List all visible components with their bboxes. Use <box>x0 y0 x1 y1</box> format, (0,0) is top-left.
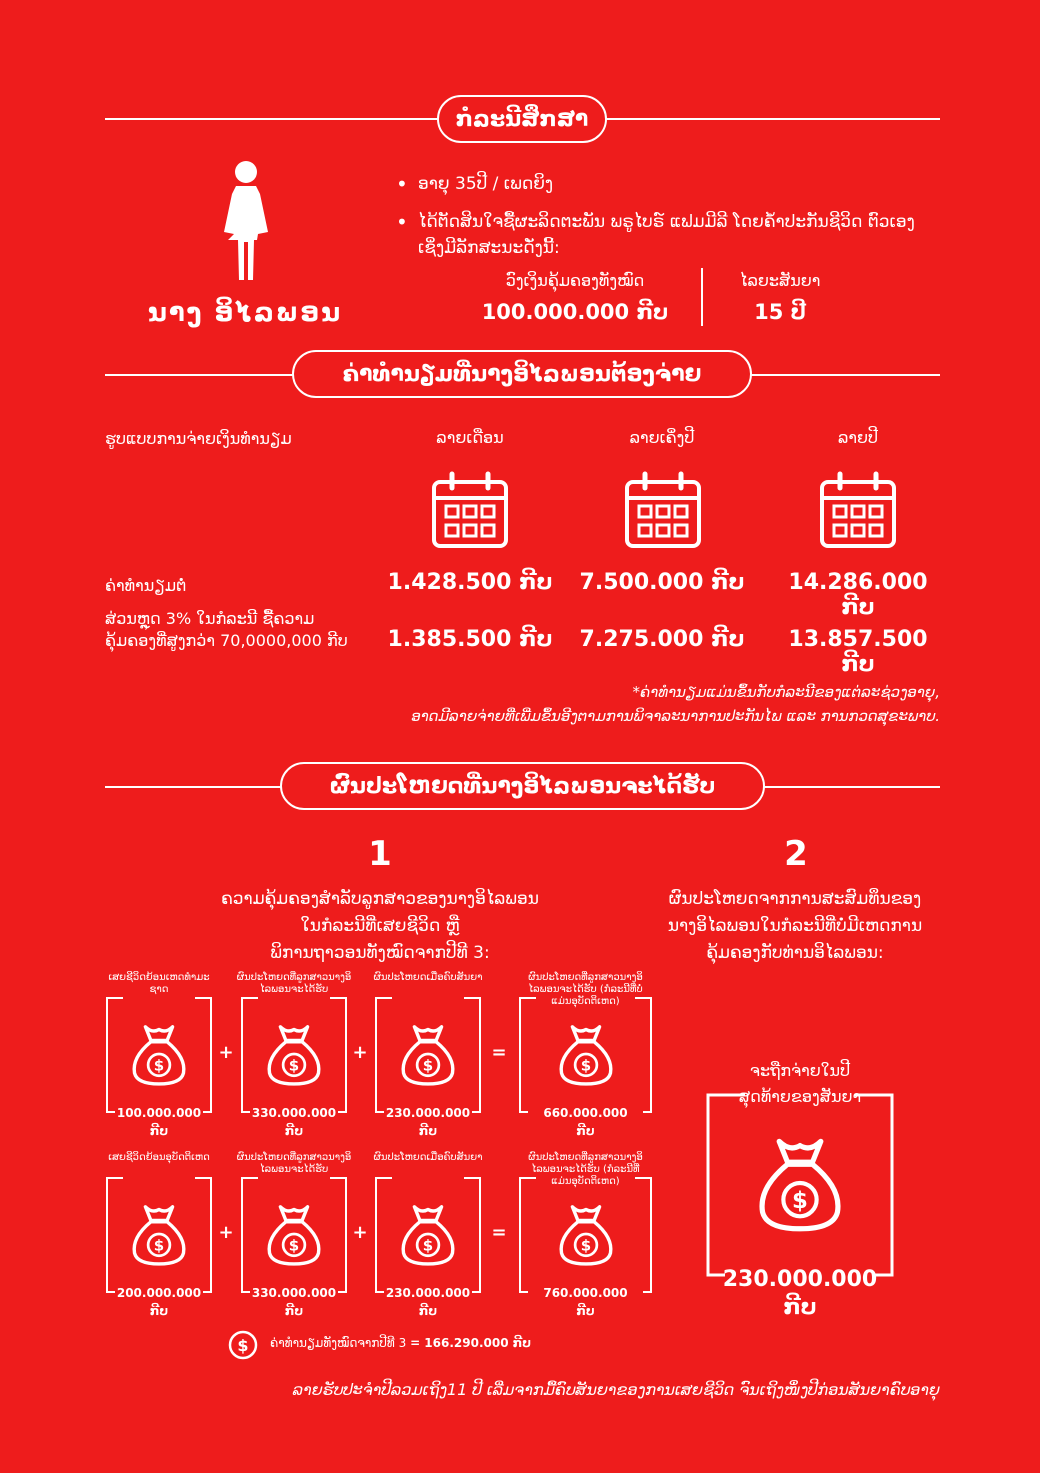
benefit-box-unit: ກີບ <box>284 1124 304 1138</box>
note-line2: ອາດມີລາຍຈ່າຍທີ່ເພີ່ມຂຶ້ນອີງຕາມການພິຈາລະນາການປະກັນໄພ ແລະ ການກວດສຸຂະພາບ. <box>411 707 940 725</box>
benefit-box-value <box>373 1284 483 1320</box>
discount-annual: 13.857.500 ກີບ <box>788 627 928 677</box>
benefit-box-unit: ກີບ <box>149 1124 169 1138</box>
calendar-icon <box>818 470 898 550</box>
payout-caption-line2: ສຸດທ້າຍຂອງສັນຍາ <box>738 1087 862 1106</box>
section-title-benefits: ຜົນປະໂຫຍດທີ່ນາງອິໄລພອນຈະໄດ້ຮັບ <box>280 762 765 810</box>
benefit-box-caption: ຜົນປະໂຫຍດທີ່ລູກສາວນາງອິໄລພອນຈະໄດ້ຮັບ (ກໍລະນີທີ່ແມ່ນອຸບັດຕິເຫດ) <box>528 1152 643 1187</box>
benefit-box-unit: ກີບ <box>418 1304 438 1318</box>
payout-amount: 230.000.000 <box>722 1267 878 1292</box>
coverage-value: 100.000.000 ກີບ <box>481 300 669 324</box>
payment-mode-label: ຮູບແບບການຈ່າຍເງິນທໍານຽມ <box>105 429 292 448</box>
benefit-box-amount: 230.000.000 <box>385 1106 471 1120</box>
money-bag-icon <box>125 1198 193 1270</box>
benefit-box-caption: ຜົນປະໂຫຍດເມື່ອຄົບສັນຍາ <box>373 1152 483 1163</box>
bullet-age: • ອາຍຸ 35ປີ / ເພດຍິງ <box>418 171 553 197</box>
money-bag-icon <box>552 1018 620 1090</box>
benefit-box-unit: ກີບ <box>418 1124 438 1138</box>
dollar-coin-icon <box>228 1330 258 1360</box>
mode-annual: ລາຍປີ <box>837 428 878 447</box>
discount-monthly: 1.385.500 ກີບ <box>387 627 553 652</box>
benefit-box-amount: 760.000.000 <box>543 1286 628 1300</box>
benefit-box-unit: ກີບ <box>576 1124 595 1138</box>
customer-name: ນາງ ອິໄລພອນ <box>147 298 343 328</box>
profile-divider <box>701 268 703 326</box>
benefit-1-description <box>180 886 580 967</box>
benefit-box-amount: 330.000.000 <box>251 1106 337 1120</box>
money-bag-icon <box>394 1198 462 1270</box>
premium-row-label: ຄ່າທໍານຽມຕໍ່ <box>105 576 187 595</box>
benefit-box-value <box>104 1284 214 1320</box>
benefit-box-value <box>373 1104 483 1140</box>
money-bag-icon <box>260 1018 328 1090</box>
term-value: 15 ປີ <box>754 300 806 324</box>
discount-label-line2: ຄຸ້ມຄອງທີ່ສູງກວ່າ 70,0000,000 ກີບ <box>105 631 348 650</box>
benefit-box-caption: ເສຍຊີວິດຍ້ອນອຸບັດຕິເຫດ <box>108 1152 210 1163</box>
benefit-box-value <box>239 1284 349 1320</box>
premium-waiver-value: = 166.290.000 ກີບ <box>410 1336 531 1350</box>
plus-sign: + <box>218 1042 234 1063</box>
money-bag-icon <box>125 1018 193 1090</box>
desc1-line2: ໃນກໍລະນີທີ່ເສຍຊີວິດ ຫຼື <box>300 916 460 936</box>
bullet-product-line1: ໄດ້ຕັດສິນໃຈຊື້ຜະລິດຕະພັນ ພຣູໄບຣ໌ ແຟມມີລີ ໂດຍຄໍ້າປະກັນຊີວິດ ຕົວເອງ <box>418 212 915 232</box>
payout-caption-line1: ຈະຖືກຈ່າຍໃນປີ <box>749 1061 851 1080</box>
money-bag-icon <box>552 1198 620 1270</box>
benefit-box-amount: 100.000.000 <box>116 1106 202 1120</box>
benefit-box-value <box>531 1104 641 1140</box>
benefit-box-caption: ຜົນປະໂຫຍດທີ່ລູກສາວນາງອິໄລພອນຈະໄດ້ຮັບ <box>236 1152 352 1175</box>
benefit-box-value <box>239 1104 349 1140</box>
benefit-box-unit: ກີບ <box>576 1304 595 1318</box>
equals-sign: = <box>491 1222 507 1243</box>
money-bag-icon <box>260 1198 328 1270</box>
equals-sign: = <box>491 1042 507 1063</box>
payout-value <box>700 1266 900 1322</box>
term-label: ໄລຍະສັນຍາ <box>739 271 821 290</box>
money-bag-icon <box>748 1128 852 1238</box>
bullet-product <box>418 209 958 261</box>
benefit-number-2: 2 <box>784 834 808 874</box>
benefit-box-caption: ຜົນປະໂຫຍດທີ່ລູກສາວນາງອິໄລພອນຈະໄດ້ຮັບ (ກໍລະນີທີ່ບໍ່ແມ່ນອຸບັດຕິເຫດ) <box>528 972 643 1007</box>
svg-text:$: $ <box>237 1336 249 1355</box>
desc1-line3: ພິການຖາວອນທັງໝົດຈາກປີທີ 3: <box>270 943 490 963</box>
mode-monthly: ລາຍເດືອນ <box>436 428 504 447</box>
section-title-premium: ຄ່າທໍານຽມທີ່ນາງອິໄລພອນຕ້ອງຈ່າຍ <box>292 350 752 398</box>
premium-semiannual: 7.500.000 ກີບ <box>579 570 745 595</box>
payout-unit: ກີບ <box>783 1295 817 1320</box>
bullet-product-line2: ເຊິ່ງມີລັກສະນະດັ່ງນີ້: <box>418 238 560 258</box>
premium-monthly: 1.428.500 ກີບ <box>387 570 553 595</box>
woman-icon <box>220 160 272 285</box>
coverage-label: ວົງເງິນຄຸ້ມຄອງທັງໝົດ <box>505 271 645 290</box>
desc2-line2: ນາງອິໄລພອນໃນກໍລະນີທີ່ບໍ່ມີເຫດການ <box>667 916 923 936</box>
benefit-box-caption: ຜົນປະໂຫຍດເມື່ອຄົບສັນຍາ <box>373 972 483 983</box>
calendar-icon <box>623 470 703 550</box>
benefit-box-amount: 660.000.000 <box>543 1106 628 1120</box>
premium-waiver <box>270 1336 531 1350</box>
benefit-box-amount: 330.000.000 <box>251 1286 337 1300</box>
discount-row-label <box>105 608 348 652</box>
benefit-box-unit: ກີບ <box>149 1304 169 1318</box>
benefit-box-caption: ເສຍຊີວິດຍ້ອນເຫດທໍາມະຊາດ <box>108 972 210 995</box>
plus-sign: + <box>352 1042 368 1063</box>
desc2-line1: ຜົນປະໂຫຍດຈາກການສະສົມທຶນຂອງ <box>668 889 922 909</box>
premium-note <box>300 680 940 728</box>
plus-sign: + <box>218 1222 234 1243</box>
premium-waiver-label: ຄ່າທໍານຽມທັງໝົດຈາກປີທີ 3 <box>270 1336 407 1350</box>
desc1-line1: ຄວາມຄຸ້ມຄອງສໍາລັບລູກສາວຂອງນາງອິໄລພອນ <box>221 889 539 909</box>
benefit-2-description <box>640 886 950 967</box>
calendar-icon <box>430 470 510 550</box>
note-line1: *ຄ່າທໍານຽມແມ່ນຂຶ້ນກັບກໍລະນີຂອງແຕ່ລະຊ່ວງອາຍຸ, <box>632 683 940 701</box>
plus-sign: + <box>352 1222 368 1243</box>
benefit-box-value <box>104 1104 214 1140</box>
benefit-number-1: 1 <box>368 834 392 874</box>
discount-semiannual: 7.275.000 ກີບ <box>579 627 745 652</box>
footer-note: ລາຍຮັບປະຈໍາປີລວມເຖິງ11 ປີ ເລີ່ມຈາກມື້ຄົບສັນຍາຂອງການເສຍຊີວິດ ຈົນເຖິງໜຶ່ງປີກ່ອນສັນຍາຄົບອາຍຸ <box>292 1380 940 1399</box>
desc2-line3: ຄຸ້ມຄອງກັບທ່ານອິໄລພອນ: <box>706 943 884 963</box>
premium-annual: 14.286.000 ກີບ <box>788 570 928 620</box>
benefit-box-amount: 200.000.000 <box>116 1286 202 1300</box>
benefit-box-caption: ຜົນປະໂຫຍດທີ່ລູກສາວນາງອິໄລພອນຈະໄດ້ຮັບ <box>236 972 352 995</box>
section-title-case-study: ກໍລະນີສຶກສາ <box>437 95 607 143</box>
benefit-box-amount: 230.000.000 <box>385 1286 471 1300</box>
mode-semiannual: ລາຍເຄິ່ງປີ <box>629 428 695 447</box>
benefit-box-value <box>531 1284 641 1320</box>
money-bag-icon <box>394 1018 462 1090</box>
benefit-box-unit: ກີບ <box>284 1304 304 1318</box>
discount-label-line1: ສ່ວນຫຼຸດ 3% ໃນກໍລະນີ ຊື້ຄວາມ <box>105 609 315 628</box>
